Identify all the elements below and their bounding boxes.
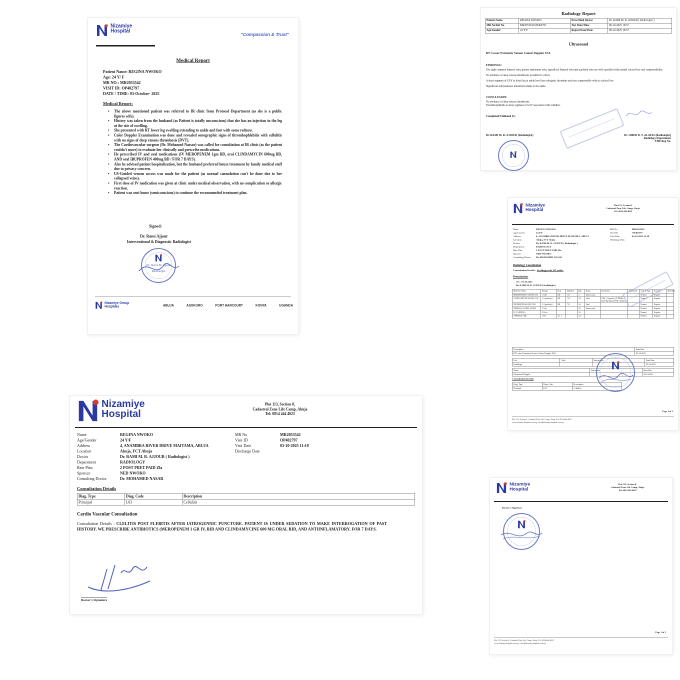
- rx-cell: Normal: [639, 311, 653, 315]
- rx-cell: CLINDAMYCIN 300 MG CAP: [512, 297, 541, 303]
- rx-cell: 10: [577, 307, 585, 311]
- field-label: Location: [77, 449, 92, 454]
- rx-cell: Regular: [653, 314, 667, 318]
- rx-cell: Normal: [639, 307, 653, 311]
- header-rule: [494, 501, 668, 502]
- stamp-signature-icon: [597, 368, 634, 388]
- field-label: Age/Gender: [77, 438, 97, 443]
- rx-cell: Regular: [653, 303, 667, 307]
- patient-date-line: DATE / TIME: 03-October- 2025: [103, 91, 160, 96]
- patient-fields-left: [513, 228, 608, 260]
- rx-row: [512, 314, 674, 318]
- column-header: Code: [560, 358, 593, 362]
- column-header: Lab: [512, 358, 560, 362]
- hospital-address: [235, 402, 325, 416]
- rx-cell: Intravenous: [585, 293, 601, 297]
- nizamiye-logo-icon: [96, 24, 108, 37]
- field-value: Dr. MOHAMED NASAR: [536, 256, 562, 259]
- cell: L03: [125, 499, 183, 505]
- rx-cell: Normal: [639, 314, 653, 318]
- field-value: 4, ANAMBRA RIVER DRIVE MAITAMA, ABUJA: [536, 235, 590, 238]
- validated-label: Completed/Validated by:: [486, 115, 516, 118]
- consult-line: [513, 270, 564, 273]
- column-header: Freq: [556, 289, 566, 293]
- rx-cell: SYRINGE 5 ML: [512, 314, 541, 318]
- conclusion-label: CONCLUSION:: [486, 96, 508, 99]
- cell: RT Lower Extremity Venous Colour Doppler USS: [512, 351, 635, 355]
- doc-signature-page: [490, 478, 672, 654]
- field-label: Rate Plan: [77, 465, 93, 470]
- field-label: Address: [513, 235, 521, 238]
- rx-cell: [566, 314, 578, 318]
- findings-paragraph: No evidence of deep venous thrombosis proximal to calves.: [486, 74, 551, 77]
- rx-cell: 7 D: [566, 293, 578, 297]
- hospital-name-line2: Hospital: [101, 408, 141, 420]
- findings-paragraph: Significant subcutaneous interstitial edema at the ankle.: [486, 85, 547, 88]
- column-header: Description: [182, 493, 415, 499]
- rx-cell: BD: [556, 297, 566, 303]
- rx-cell: NORMAL SALINE 100 ML: [512, 307, 541, 311]
- footer-contact: [512, 418, 572, 424]
- info-value: MR2053542/OP402797: [519, 23, 571, 28]
- field-label: Consulting Doctor: [77, 476, 107, 481]
- column-header: Duration: [566, 289, 578, 293]
- field-value: 4, ANAMBRA RIVER DRIVE MAITAMA, ABUJA: [120, 443, 209, 448]
- rx-cell: Intravenous: [585, 307, 601, 311]
- hospital-round-stamp: [596, 353, 635, 392]
- consult-value: Swelling in the RT ankle.: [536, 269, 564, 272]
- table-row: [512, 372, 674, 376]
- header-rule: [512, 224, 674, 225]
- rx-cell: [666, 314, 674, 318]
- patient-name-line: Patient Name: REGINA NWOKO: [103, 69, 162, 74]
- rx-cell: T x 1: [556, 314, 566, 318]
- signer-title: Interventional & Diagnostic Radiologist: [127, 239, 191, 244]
- doc-medical-report: [88, 18, 298, 334]
- field-value: Dr. RAMI M. R. AJJOUR ( Radiologist ): [536, 242, 578, 245]
- doctor-right-dept: Radiology Department: [643, 137, 671, 140]
- radiology-report-title: Radiology Report: [561, 11, 596, 16]
- hospital-logo: [77, 399, 145, 423]
- patient-fields-right: [610, 228, 675, 242]
- investigations-table: [512, 347, 674, 356]
- field-value: 2 POST PRET PAID Zla: [120, 465, 163, 470]
- rx-cell: Regular: [653, 311, 667, 315]
- field-value: RADIOLOGY: [536, 246, 552, 249]
- signature-label: Doctor's Signature: [502, 507, 523, 510]
- field-label: Sponsor: [77, 471, 91, 476]
- rx-cell: 7 D: [566, 303, 578, 307]
- field-value: Abuja, FCT Abuja: [120, 449, 153, 454]
- patient-visit-line: VISIT ID: OP402797: [103, 86, 140, 91]
- cell: Radiology: [512, 362, 560, 366]
- address-line: Plot 113, Section 8,: [613, 204, 633, 207]
- cell: Cellulitis: [572, 386, 622, 390]
- prescriptions-heading: Prescriptions: [513, 275, 529, 279]
- stamp-doctor-title: Radiologist: [151, 270, 166, 273]
- field-label: Consulting Doctor: [513, 256, 531, 259]
- rx-date-value: 03-10-2025: [521, 280, 533, 283]
- field-label: Location: [513, 239, 522, 242]
- table-row: [77, 499, 415, 505]
- column-header: Diag. Type: [77, 493, 125, 499]
- hospital-name-line2: Hospital: [525, 207, 544, 213]
- footer-line: www.nizamiyehospital.com.ng - info@nizamiyehospital.com.ng: [494, 641, 546, 645]
- field-label: Doctor: [513, 242, 520, 245]
- field-value: OP402797: [280, 438, 298, 443]
- nizamiye-logo-icon: [513, 203, 523, 214]
- field-label: Department: [77, 460, 96, 465]
- field-value: MR2053542: [280, 432, 301, 437]
- stamp-doctor-name: Dr. Rami M. Ajjour: [146, 264, 171, 267]
- table-row: [485, 28, 672, 33]
- stamp-n-icon: [510, 151, 518, 159]
- rx-cell: [600, 314, 628, 318]
- signature-squiggle-icon: [624, 107, 654, 120]
- column-header: Remarks: [653, 289, 667, 293]
- info-label: Patient Name: [485, 18, 519, 23]
- doctor-left-name: Dr. RAMI M. R. AJJOUR (Radiologist): [486, 134, 534, 137]
- hospital-name-line1: Nizamiye: [509, 481, 531, 487]
- address-line: Cadastral Zone Life Camp, Abuja: [610, 486, 645, 489]
- report-title: Medical Report: [176, 58, 210, 64]
- nizamiye-logo-icon: [496, 482, 507, 494]
- conclusion-line: Thrombophlebitis at short segment of GSV associated with cellulitis.: [486, 104, 561, 107]
- header-rule: [96, 45, 155, 47]
- column-header: Medicine Name: [512, 289, 541, 293]
- patient-fields-right: [235, 432, 365, 454]
- findings-paragraph: A short segment of GSV at distal leg at ankle level has echogenic thrombus and non compressible with no colour flow.: [486, 79, 615, 83]
- conclusion-line: No evidence of deep venous thrombosis.: [486, 100, 530, 104]
- report-bullet: • Color Doppler Examination was done and revealed sonographic signs of thrombophlebitis with cellulitis with no signs of deep venous thrombosis (DVT).: [106, 133, 282, 143]
- report-bullet: • US-Guided venous access was made for the patient (as normal cannulation can't be done due to her collapsed veins).: [106, 171, 282, 181]
- hospital-name-line2: Hospital: [509, 486, 529, 492]
- column-header: Description: [572, 382, 622, 386]
- address-line: Tel: 0814 444 4023: [265, 411, 295, 416]
- field-value: NED NWOKO: [536, 253, 552, 256]
- cell: L03: [542, 386, 572, 390]
- radiologist-round-stamp: [498, 140, 529, 171]
- footer-line: Plot 113, Section 8, Cadastral Zone Life Camp, Abuja. Tel: 0814 444 4023: [494, 639, 554, 642]
- consult-text: CLELITIS POST FLEBITIS AFTER IATROGENNIC PUNCTURE. PATIENT IS UNDER SEDATION TO MAKE INTERROGATION OF PAST HISTORY. WE PRESCRIBE ANTIBIOTICS (MEROPENEM 1 GR IV, BID AND CLINDAMYCINE 600 MG ORAL BID, AND ANTIINFLAMATORY. FOR 7 DAYS.: [77, 521, 388, 532]
- cell: Principal: [512, 386, 542, 390]
- hospital-name: [111, 24, 133, 34]
- doc-visit-summary: [508, 198, 678, 430]
- report-bullet: • Patient was sent home (semiconscious) to continue the recommended treatment plan.: [106, 191, 282, 196]
- rx-date-label: Date:: [516, 280, 521, 283]
- section-heading: Medical Report:: [103, 101, 133, 106]
- stamp-signature-icon: [500, 527, 543, 544]
- field-value: OP402797: [632, 232, 643, 235]
- column-header: Diag. Code: [542, 382, 572, 386]
- field-label: Visit Date: [610, 235, 620, 238]
- doctor-right-reg: THE Reg No.: [654, 140, 671, 143]
- cell: Ultrasound Doppler: [512, 372, 590, 376]
- page-label: Page 1 of 1: [655, 631, 666, 634]
- patient-info-block: [103, 69, 162, 97]
- hospital-name-line1: Nizamiye: [101, 398, 145, 410]
- field-value: 03-10-2025 11:18: [280, 443, 309, 448]
- rx-cell: 1 GM: [541, 293, 557, 297]
- table-row: [512, 351, 674, 355]
- field-label: Doctor: [77, 454, 89, 459]
- table-row: [512, 362, 674, 366]
- rx-cell: Oral: [585, 303, 601, 307]
- info-label: Age/Gender: [485, 28, 519, 33]
- column-header: Name: [512, 368, 590, 372]
- address-line: Tel: 0814 444 4023: [613, 210, 633, 213]
- hospital-logo: [96, 24, 132, 37]
- column-header: Description: [512, 347, 635, 351]
- hospital-name-line2: Hospital: [110, 28, 131, 35]
- nizamiye-logo-icon: [77, 399, 99, 423]
- report-bullet: • She presented with RT lower leg swelling extending to ankle and foot with some redness.: [106, 128, 282, 133]
- findings-paragraph: The right common femoral vein, greater saphenous vein, superficial femoral vein and popliteal vein are well opacified with normal colour flow and compressibility.: [486, 68, 663, 72]
- findings-label: FINDINGS:: [486, 64, 502, 67]
- field-value: Abuja, FCT Abuja: [536, 239, 556, 242]
- cell: Principal: [77, 499, 125, 505]
- diagnosis-heading: Consultation Details: [512, 378, 534, 381]
- info-value: Dr. RAMI M. R. AJJOUR ( Radiologist ): [608, 18, 672, 23]
- cell: 03-10-2025: [642, 372, 674, 376]
- cell: Cellulitis: [182, 499, 415, 505]
- report-bullet: • First dose of IV medication was given at clinic under medical observation, with no complication or allergic reaction.: [106, 181, 282, 191]
- info-value: 06-10-2025 16:37: [608, 28, 672, 33]
- rx-date-line: [516, 281, 532, 284]
- field-label: Visit ID: [610, 232, 618, 235]
- footer-contact: [494, 639, 554, 645]
- column-header: Instruction: [590, 368, 643, 372]
- doctor-round-stamp: [141, 248, 176, 283]
- footer-line: Plot 113, Section 8, Cadastral Zone Life Camp, Abuja. Tel: 0814 444 4023: [512, 418, 572, 421]
- field-label: Discharge Date: [610, 239, 625, 242]
- hospital-logo: [513, 203, 545, 214]
- info-label: MR No/Ref No.: [485, 23, 519, 28]
- column-header: Qty/Refill: [628, 289, 640, 293]
- info-value: 06-10-2025 16:37: [608, 23, 672, 28]
- address-line: Cadastral Zone Life Camp, Abuja: [606, 207, 640, 210]
- footer-line: www.nizamiyehospital.com.ng - info@nizamiyehospital.com.ng: [512, 420, 564, 424]
- rx-cell: USE 1 Capsule(s) 2 TIMES A DAY By ORAL FOR 7 Day(s): [600, 297, 628, 303]
- doctor-right-block: [624, 134, 671, 143]
- signer-name: Dr. Rami Ajjour: [140, 234, 168, 239]
- field-label: Rate Plan: [513, 249, 523, 252]
- signature-squiggle-icon: [136, 256, 181, 276]
- report-bullet: • The above mentioned patient was referred to IR clinic from Protocol Department (as she is a public figures wife).: [106, 109, 282, 119]
- details-heading: Consultation Details: [77, 486, 117, 491]
- radiology-info-table: [485, 18, 672, 34]
- field-value: 03-10-2025 11:18: [632, 235, 650, 238]
- report-bullet: • Also he advised patient hospitalization, but the husband preferred house treatment by family medical staff due to privacy concern.: [106, 162, 282, 172]
- diagonal-stamp: [560, 108, 625, 149]
- lab-table: [512, 358, 674, 367]
- column-header: Central Type: [639, 289, 653, 293]
- field-value: 2 POST PRET PAID Zla: [536, 249, 562, 252]
- column-header: Start Date: [645, 358, 674, 362]
- address-line: Tel: 0814 444 4023: [618, 489, 637, 492]
- rx-cell: 7 D: [566, 297, 578, 303]
- study-name: RT. Lower Extremity Venous Colour Doppler USS: [486, 52, 551, 55]
- tagline: "Compassion & Trust": [240, 32, 289, 37]
- doctor-right-name: Dr. OMER B. T. ALATAS (Radiologist): [624, 134, 671, 137]
- cell: 03-10-2025: [645, 362, 674, 366]
- report-bullet: • History was taken from the husband (as Patient is totally unconscious) that she has an injection in the leg at the site of swelling.: [106, 119, 282, 129]
- rx-cell: Regular: [653, 307, 667, 311]
- info-value: 24 Y/F: [519, 28, 571, 33]
- group-name-line1: Nizamiye Group: [104, 301, 130, 305]
- rx-cell: MEROPENEM 1 GM INJ (IV): [512, 293, 541, 297]
- rx-cell: IBUPROFEN 400 MG TAB: [512, 303, 541, 307]
- field-label: Sponsor: [513, 253, 521, 256]
- footer-city: ASOKORO: [186, 304, 203, 308]
- hospital-address: [595, 483, 660, 492]
- footer-rule: [95, 296, 291, 297]
- column-header: Instruction: [600, 289, 628, 293]
- rx-cell: 14: [577, 303, 585, 307]
- footer-city: KONYA: [255, 304, 267, 308]
- doc-consultation-sheet: [70, 396, 422, 614]
- rx-cell: 10: [577, 311, 585, 315]
- patient-fields-left: [77, 432, 227, 482]
- patient-mrno-line: MR NO.: MR2053542: [103, 80, 141, 85]
- group-logo-icon: [95, 301, 103, 310]
- footer-city: UGANDA: [279, 304, 293, 308]
- field-value: Dr. MOHAMED NASAR: [120, 476, 164, 481]
- rx-cell: 1 Capsules(s): [541, 297, 557, 303]
- field-label: Visit Date: [235, 443, 252, 448]
- rx-cell: 1 Piece: [541, 311, 557, 315]
- rx-cell: Normal: [639, 297, 653, 303]
- rx-cell: Normal: [639, 303, 653, 307]
- group-logo: [95, 301, 129, 310]
- field-label: MR No: [610, 228, 618, 231]
- findings-paragraphs: [486, 69, 670, 89]
- report-bullet: • The Cardiovascular surgeon (Dr. Mohamed Nassar) was called for consultation at IR clinic (as the patient couldn't move) to evaluate her clinically and prescribe medications.: [106, 143, 282, 153]
- info-label: Test Date/Time: [570, 23, 608, 28]
- column-header: Qty: [577, 289, 585, 293]
- rx-cell: 1: [577, 293, 585, 297]
- hospital-logo: [496, 482, 530, 494]
- rx-cell: 14: [577, 297, 585, 303]
- address-line: Plot 113, Section 8,: [264, 402, 296, 407]
- consult-label: Consultation Details :: [77, 521, 115, 526]
- rx-cell: Regular: [653, 293, 667, 297]
- info-value: REGINA NWOKO: [519, 18, 571, 23]
- field-value: Dr. RAMI M. R. AJJOUR ( Radiologist ): [120, 454, 190, 459]
- footer-city: ABUJA: [163, 304, 174, 308]
- page-label: Page 1 of 1: [662, 410, 673, 413]
- services-table: [512, 368, 674, 377]
- footer-city: PORT HARCOURT: [215, 304, 243, 308]
- column-header: Instructions: [592, 358, 645, 362]
- hospital-name-line1: Nizamiye: [110, 23, 133, 29]
- info-label: Report Date/Time: [570, 28, 608, 33]
- rx-cell: 1 Vial: [541, 307, 557, 311]
- field-label: Name: [513, 228, 519, 231]
- field-label: Address: [77, 443, 91, 448]
- column-header: Diag. Code: [125, 493, 183, 499]
- field-value: 24 Y/F: [536, 232, 543, 235]
- column-header: Dosage: [541, 289, 557, 293]
- consult-paragraph: [77, 521, 387, 532]
- rx-cell: 1 Pcs: [541, 314, 557, 318]
- consult-label: Consultation Details :: [513, 269, 537, 272]
- rx-cell: [628, 314, 640, 318]
- field-label: MR No: [235, 432, 248, 437]
- field-label: Age/Gender: [513, 232, 525, 235]
- group-name-line2: Hospitals: [104, 304, 120, 309]
- column-header: Start Date: [635, 347, 674, 351]
- address-line: Cadastral Zone Life Camp, Abuja: [252, 406, 308, 412]
- header-rule: [75, 427, 417, 428]
- rx-cell: Oral: [585, 297, 601, 303]
- info-label: Prescribed Doctor: [570, 18, 608, 23]
- signature-label: Doctor's Signature: [81, 598, 108, 602]
- section-heading: Radiology Consultation: [513, 264, 542, 267]
- field-value: MR2053542: [632, 228, 645, 231]
- column-header: Start Date: [642, 368, 674, 372]
- field-value: 24 Y/F: [120, 438, 132, 443]
- patient-age-line: Age: 24 Y/ F: [103, 75, 125, 80]
- field-label: Discharge Date: [235, 449, 260, 454]
- cell: 03-10-2025: [635, 351, 674, 355]
- rx-cell: 14: [577, 314, 585, 318]
- footer-rule: [512, 416, 674, 417]
- field-label: Department: [513, 246, 525, 249]
- field-value: REGINA NWOKO: [120, 432, 154, 437]
- rx-cell: Normal: [639, 293, 653, 297]
- field-label: Visit ID: [235, 438, 248, 443]
- rx-cell: [585, 314, 601, 318]
- rx-cell: IV CANNULA: [512, 311, 541, 315]
- footer-rule: [494, 637, 668, 638]
- cell: [560, 362, 593, 366]
- footer-cities: [163, 304, 293, 308]
- doctor-signature-icon: [85, 561, 155, 596]
- doc-radiology-report: [481, 8, 676, 170]
- rx-doctor-line: Dr. RAMI M. R. AJJOUR ( Radiologist ): [516, 284, 556, 287]
- rx-cell: BD: [556, 293, 566, 297]
- rx-cell: Regular: [653, 297, 667, 303]
- column-header: Start/End: [667, 290, 675, 292]
- field-value: REGINA NWOKO: [536, 228, 556, 231]
- field-label: Name: [77, 432, 87, 437]
- column-header: Diag. Type: [512, 382, 542, 386]
- signed-label: Signed:: [149, 224, 162, 229]
- hospital-round-stamp: [503, 513, 540, 550]
- modality-heading: Ultrasound: [568, 42, 589, 47]
- field-value: RADIOLOGY: [120, 460, 146, 465]
- rx-cell: BD: [556, 303, 566, 307]
- hospital-address: [593, 204, 653, 213]
- hospital-name-line1: Nizamiye: [525, 202, 546, 208]
- rx-cell: 1 Capsules(s): [541, 303, 557, 307]
- address-line: Plot 113, Section 8,: [618, 483, 637, 486]
- report-bullet-list: [106, 109, 282, 195]
- column-header: Route: [585, 289, 601, 293]
- diagnosis-table: [77, 493, 415, 506]
- consult-heading: Cardio Vascular Consultation: [77, 512, 138, 517]
- report-bullet: • He prescribed IV and oral medications (IV MEROPENEM 1gm BD, oral CLINDAMYCIN 600mg BD, AND oral IBUPROFEN 400mg BD / FOR 7 DAYS).: [106, 152, 282, 162]
- field-value: NED NWOKO: [120, 471, 146, 476]
